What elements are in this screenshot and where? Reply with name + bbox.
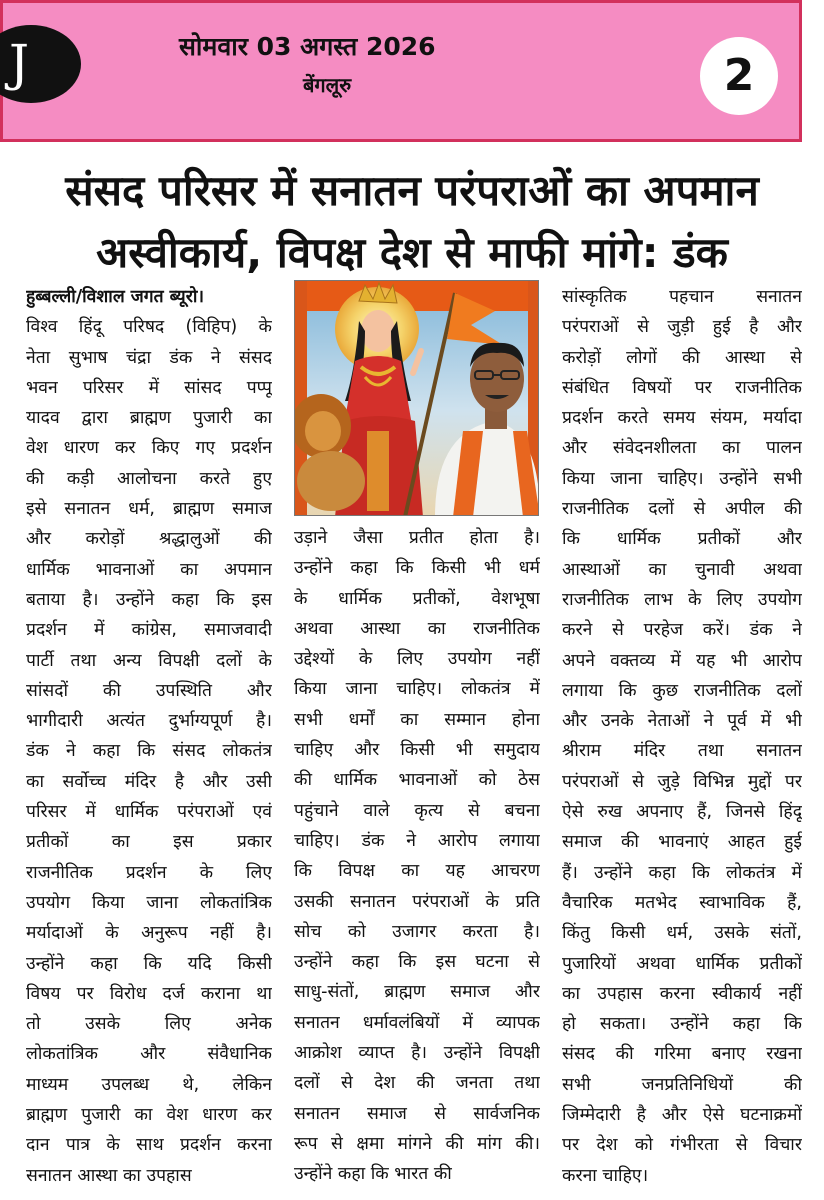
article-text-line: चाहिए। डंक ने आरोप लगाया [294, 830, 540, 851]
article-text-line: यादव द्वारा ब्राह्मण पुजारी का [26, 408, 272, 429]
article-text-line: का सर्वोच्च मंदिर है और उसी [26, 771, 272, 792]
newspaper-logo [0, 25, 81, 103]
article-text-line: की धार्मिक भावनाओं को ठेस [294, 770, 540, 791]
article-text-line: उन्होंने कहा कि किसी भी धर्म [294, 558, 540, 579]
photo-illustration [295, 281, 539, 516]
article-text-line: रूप से क्षमा मांगने की मांग की। [294, 1133, 540, 1154]
column-1-text [26, 312, 272, 1191]
article-text-line: राजनीतिक प्रदर्शन के लिए [26, 862, 272, 883]
article-text-line: अथवा आस्था का राजनीतिक [294, 618, 540, 639]
article-text-line: कि धार्मिक प्रतीकों और [562, 529, 802, 550]
article-text-line: भागीदारी अत्यंत दुर्भाग्यपूर्ण है। [26, 711, 272, 732]
article-text-line: दान पात्र के साथ प्रदर्शन करना [26, 1135, 272, 1156]
article-text-line: पार्टी तथा अन्य विपक्षी दलों के [26, 650, 272, 671]
article-text-line: जिम्मेदारी है और ऐसे घटनाक्रमों [562, 1105, 802, 1126]
article-text-line: डंक ने कहा कि संसद लोकतंत्र [26, 741, 272, 762]
article-text-line: माध्यम उपलब्ध थे, लेकिन [26, 1074, 272, 1095]
page-number-badge: 2 [700, 37, 778, 115]
article-text-line: सनातन धर्मावलंबियों में व्यापक [294, 1012, 540, 1033]
article-text-line: करना चाहिए। [562, 1165, 649, 1186]
article-text-line: लगाया कि कुछ राजनीतिक दलों [562, 680, 802, 701]
article-text-line: धार्मिक भावनाओं का अपमान [26, 559, 272, 580]
article-text-line: समाज की भावनाएं आहत हुई [562, 832, 802, 853]
article-text-line: का उपहास करना स्वीकार्य नहीं [562, 983, 802, 1004]
column-3-text [562, 282, 802, 1191]
article-text-line: और उनके नेताओं ने पूर्व में भी [562, 711, 802, 732]
article-text-line: प्रतीकों का इस प्रकार [26, 832, 272, 853]
article-column-3 [562, 282, 802, 1191]
article-text-line: उन्होंने कहा कि भारत की [294, 1164, 452, 1185]
article-text-line: उपयोग किया जाना लोकतांत्रिक [26, 892, 272, 913]
article-text-line: सांस्कृतिक पहचान सनातन [562, 287, 802, 307]
article-text-line: सभी धर्मों का सम्मान होना [294, 709, 540, 730]
article-text-line: विषय पर विरोध दर्ज कराना था [26, 983, 272, 1004]
article-text-line: पहुंचाने वाले कृत्य से बचना [294, 800, 540, 821]
article-text-line: श्रीराम मंदिर तथा सनातन [562, 741, 802, 762]
article-text-line: आस्थाओं का चुनावी अथवा [562, 559, 802, 580]
article-text-line: आक्रोश व्याप्त है। उन्होंने विपक्षी [294, 1043, 540, 1064]
article-text-line: बताया है। उन्होंने कहा कि इस [26, 589, 272, 610]
article-text-line: सनातन आस्था का उपहास [26, 1165, 192, 1186]
edition-city: बेंगलूरु [303, 73, 352, 97]
article-text-line: हो सकता। उन्होंने कहा कि [562, 1014, 802, 1035]
article-text-line: विश्व हिंदू परिषद (विहिप) के [26, 317, 272, 338]
article-text-line: के धार्मिक प्रतीकों, वेशभूषा [294, 588, 540, 609]
article-text-line: ऐसे रुख अपनाए हैं, जिनसे हिंदू [562, 802, 802, 823]
article-column-1 [26, 282, 272, 1191]
article-text-line: अपने वक्तव्य में यह भी आरोप [562, 650, 802, 671]
article-headline [12, 160, 812, 284]
article-text-line: भवन परिसर में सांसद पप्पू [26, 377, 272, 398]
article-text-line: पुजारियों अथवा धार्मिक प्रतीकों [562, 953, 802, 974]
article-text-line: सभी जनप्रतिनिधियों की [562, 1074, 802, 1095]
article-text-line: किंतु किसी धर्म, उसके संतों, [562, 923, 802, 944]
article-column-2 [294, 523, 540, 1190]
masthead-band [0, 0, 802, 142]
article-text-line: और करोड़ों श्रद्धालुओं की [26, 529, 272, 550]
article-text-line: चाहिए और किसी भी समुदाय [294, 740, 540, 761]
article-photo [294, 280, 539, 516]
article-text-line: उद्देश्यों के लिए उपयोग नहीं [294, 649, 540, 670]
article-byline: हुब्बल्ली/विशाल जगत ब्यूरो। [26, 287, 205, 307]
headline-line-2: अस्वीकार्य, विपक्ष देश से माफी मांगे: डंक [96, 228, 728, 277]
article-text-line: कि विपक्ष का यह आचरण [294, 861, 540, 882]
article-text-line: राजनीतिक लाभ के लिए उपयोग [562, 589, 802, 610]
article-text-line: वैचारिक मतभेद स्वाभाविक हैं, [562, 892, 802, 913]
article-text-line: किया जाना चाहिए। लोकतंत्र में [294, 679, 540, 700]
article-text-line: करोड़ों लोगों की आस्था से [562, 347, 802, 368]
article-text-line: वेश धारण कर किए गए प्रदर्शन [26, 438, 272, 459]
article-text-line: किया जाना चाहिए। उन्होंने सभी [562, 468, 802, 489]
article-text-line: उन्होंने कहा कि इस घटना से [294, 952, 540, 973]
logo-letter: J [9, 34, 30, 92]
article-text-line: उसकी सनातन परंपराओं के प्रति [294, 891, 540, 912]
article-text-line: परिसर में धार्मिक परंपराओं एवं [26, 802, 272, 823]
article-text-line: राजनीतिक दलों से अपील की [562, 499, 802, 520]
article-text-line: लोकतांत्रिक और संवैधानिक [26, 1044, 272, 1065]
issue-date: सोमवार 03 अगस्त 2026 [179, 32, 436, 61]
article-text-line: प्रदर्शन में कांग्रेस, समाजवादी [26, 620, 272, 641]
article-text-line: मर्यादाओं के अनुरूप नहीं है। [26, 923, 272, 944]
article-text-line: ब्राह्मण पुजारी का वेश धारण कर [26, 1105, 272, 1126]
article-text-line: साधु-संतों, ब्राह्मण समाज और [294, 982, 540, 1003]
article-text-line: सोच को उजागर करता है। [294, 921, 540, 942]
article-text-line: पर देश को गंभीरता से विचार [562, 1135, 802, 1156]
article-text-line: उन्होंने कहा कि यदि किसी [26, 953, 272, 974]
column-2-text [294, 523, 540, 1190]
article-text-line: की कड़ी आलोचना करते हुए [26, 468, 272, 489]
article-text-line: परंपराओं से जुड़े विभिन्न मुद्दों पर [562, 771, 802, 792]
article-text-line: संबंधित विषयों पर राजनीतिक [562, 377, 802, 398]
article-text-line: नेता सुभाष चंद्रा डंक ने संसद [26, 347, 272, 368]
article-text-line: हैं। उन्होंने कहा कि लोकतंत्र में [562, 862, 802, 883]
article-text-line: सांसदों की उपस्थिति और [26, 680, 272, 701]
article-text-line: और संवेदनशीलता का पालन [562, 438, 802, 459]
article-text-line: इसे सनातन धर्म, ब्राह्मण समाज [26, 499, 272, 520]
article-text-line: प्रदर्शन करते समय संयम, मर्यादा [562, 408, 802, 429]
article-text-line: तो उसके लिए अनेक [26, 1014, 272, 1035]
article-text-line: सनातन समाज से सार्वजनिक [294, 1103, 540, 1124]
article-text-line: उड़ाने जैसा प्रतीत होता है। [294, 528, 540, 548]
headline-line-1: संसद परिसर में सनातन परंपराओं का अपमान [65, 166, 759, 215]
article-text-line: परंपराओं से जुड़ी हुई है और [562, 317, 802, 338]
article-text-line: संसद की गरिमा बनाए रखना [562, 1044, 802, 1065]
article-text-line: दलों से देश की जनता तथा [294, 1073, 540, 1094]
article-text-line: करने से परहेज करें। डंक ने [562, 620, 802, 641]
